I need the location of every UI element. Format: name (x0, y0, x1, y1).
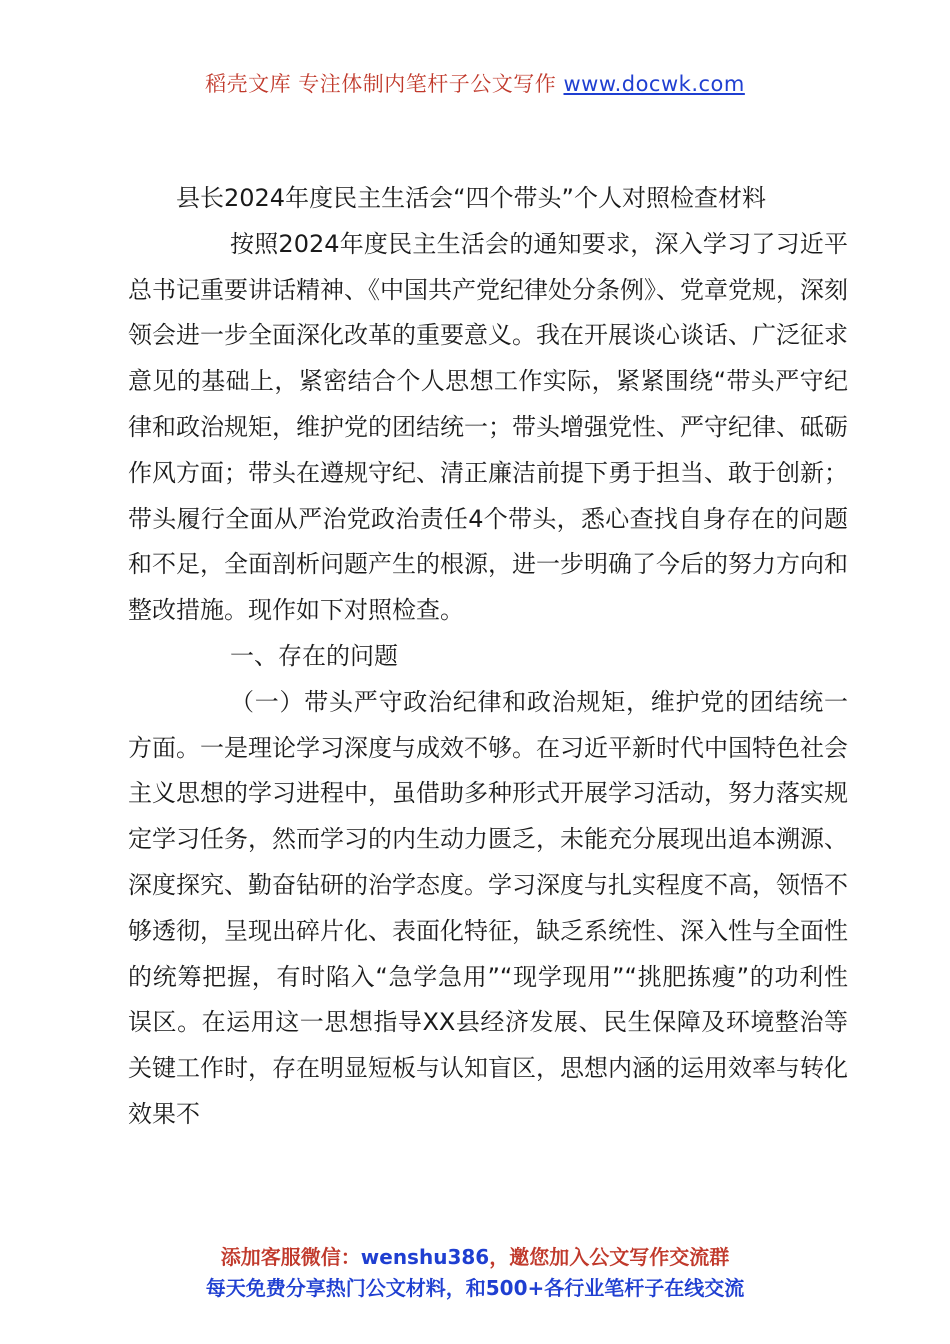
page-header (0, 68, 950, 98)
header-text: 稻壳文库 专注体制内笔杆子公文写作 (205, 72, 564, 96)
header-url-link[interactable]: www.docwk.com (563, 72, 745, 96)
footer-share-line: 每天免费分享热门公文材料，和500+各行业笔杆子在线交流 (205, 1276, 745, 1300)
footer-wechat-line (0, 1241, 950, 1270)
section-heading: 一、存在的问题 (230, 641, 398, 670)
footer-line1-prefix: 添加客服微信： (220, 1245, 361, 1269)
problems-paragraph: （一）带头严守政治纪律和政治规矩，维护党的团结统一方面。一是理论学习深度与成效不够。在习近平新时代中国特色社会主义思想的学习进程中，虽借助多种形式开展学习活动，努力落实规定学习任务，然而学习的内生动力匮乏，未能充分展现出追本溯源、深度探究、勤奋钻研的治学态度。学习深度与扎实程度不高，领悟不够透彻，呈现出碎片化、表面化特征，缺乏系统性、深入性与全面性的统筹把握，有时陷入“急学急用”“现学现用”“挑肥拣瘦”的功利性误区。在运用这一思想指导XX县经济发展、民生保障及环境整治等关键工作时，存在明显短板与认知盲区，思想内涵的运用效率与转化效果不 (128, 687, 848, 1128)
document-body (128, 176, 848, 1138)
footer-line1-suffix: ，邀您加入公文写作交流群 (489, 1245, 730, 1269)
footer-wechat-id: wenshu386 (360, 1245, 490, 1269)
document-title: 县长2024年度民主生活会“四个带头”个人对照检查材料 (176, 184, 766, 212)
intro-paragraph: 按照2024年度民主生活会的通知要求，深入学习了习近平总书记重要讲话精神、《中国共产党纪律处分条例》、党章党规，深刻领会进一步全面深化改革的重要意义。我在开展谈心谈话、广泛征求意见的基础上，紧密结合个人思想工作实际，紧紧围绕“带头严守纪律和政治规矩，维护党的团结统一；带头增强党性、严守纪律、砥砺作风方面；带头在遵规守纪、清正廉洁前提下勇于担当、敢于创新；带头履行全面从严治党政治责任4个带头，悉心查找自身存在的问题和不足，全面剖析问题产生的根源，进一步明确了今后的努力方向和整改措施。现作如下对照检查。 (128, 229, 848, 625)
